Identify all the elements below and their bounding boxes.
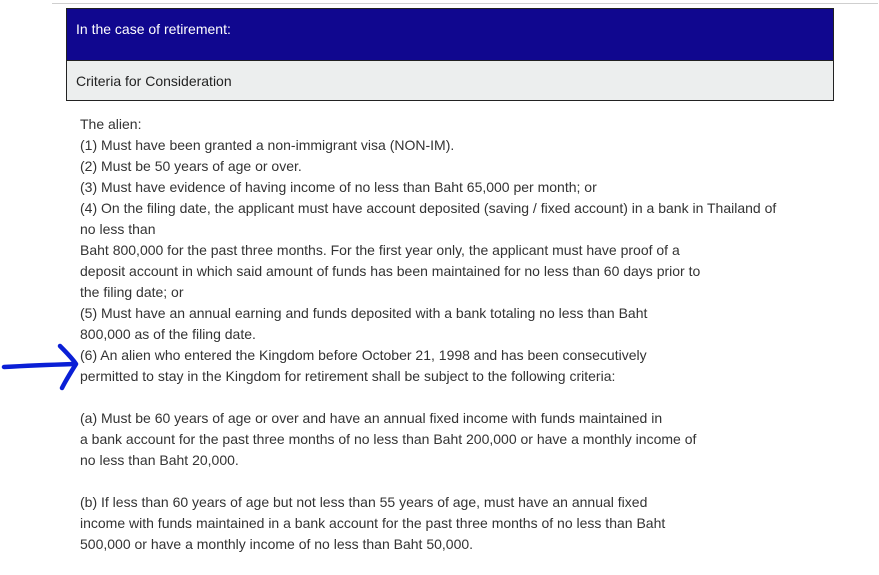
text-line: (b) If less than 60 years of age but not less than 55 years of age, must have an annual fixed [80, 494, 648, 510]
criteria-text [80, 114, 820, 555]
text-line: (4) On the filing date, the applicant must have account deposited (saving / fixed account) in a bank in Thailand of [80, 200, 777, 216]
text-line: income with funds maintained in a bank account for the past three months of no less than Baht [80, 515, 666, 531]
text-line: (1) Must have been granted a non-immigrant visa (NON-IM). [80, 137, 455, 153]
text-line: deposit account in which said amount of funds has been maintained for no less than 60 days prior to [80, 263, 701, 279]
hand-drawn-arrow-icon [0, 340, 82, 392]
text-line: (2) Must be 50 years of age or over. [80, 158, 302, 174]
text-line: The alien: [80, 116, 142, 132]
paragraph-spacer [80, 387, 820, 408]
text-line: 800,000 as of the filing date. [80, 326, 256, 342]
text-line: no less than Baht 20,000. [80, 452, 239, 468]
text-line: 500,000 or have a monthly income of no less than Baht 50,000. [80, 536, 474, 552]
text-line: permitted to stay in the Kingdom for retirement shall be subject to the following criteria: [80, 368, 616, 384]
text-line: the filing date; or [80, 284, 184, 300]
criteria-table [66, 8, 834, 101]
top-divider [52, 3, 878, 4]
text-line: (6) An alien who entered the Kingdom before October 21, 1998 and has been consecutively [80, 347, 647, 363]
section-header: In the case of retirement: [67, 9, 833, 60]
text-line: a bank account for the past three months of no less than Baht 200,000 or have a monthly income of [80, 431, 697, 447]
text-line: (3) Must have evidence of having income of no less than Baht 65,000 per month; or [80, 179, 597, 195]
text-line: (a) Must be 60 years of age or over and have an annual fixed income with funds maintained in [80, 410, 663, 426]
text-line: Baht 800,000 for the past three months. For the first year only, the applicant must have proof of a [80, 242, 680, 258]
paragraph-spacer [80, 471, 820, 492]
text-line: (5) Must have an annual earning and funds deposited with a bank totaling no less than Baht [80, 305, 648, 321]
text-line: no less than [80, 221, 156, 237]
section-subheader: Criteria for Consideration [67, 60, 833, 100]
